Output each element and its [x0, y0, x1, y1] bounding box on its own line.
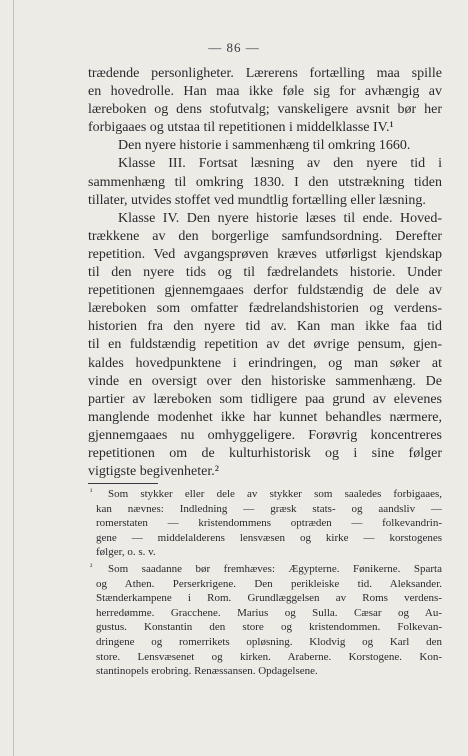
- footnote-line: store. Lensvæsenet og kirken. Araberne. Korstogene. Kon-: [96, 650, 442, 663]
- footnote-separator: [88, 483, 158, 484]
- text-line: repetitionen om de kulturhistorisk og i sine følger: [88, 445, 442, 461]
- footnote-line: Stænderkampene i Rom. Grundlæggelsen av Roms verdens-: [96, 592, 442, 605]
- text-line: kaldes hovedpunktene i erindringen, og man søker at: [88, 355, 442, 371]
- text-line: Klasse III. Fortsat læsning av den nyere tid i: [118, 156, 442, 172]
- footnote: [90, 561, 442, 679]
- text-line: historien fra den nyere tid av. Kan man ikke faa tid: [88, 319, 442, 335]
- footnote-line: Som saadanne bør fremhæves: Ægypterne. Fønikerne. Sparta: [108, 562, 442, 575]
- footnote-line: gustus. Konstantin den store og kristendommen. Folkevan-: [96, 621, 442, 634]
- text-line: til den nyere tids og til fædrelandets historie. Under: [88, 265, 442, 281]
- text-line: trækkene av den borgerlige samfundsordning. Derefter: [88, 228, 442, 244]
- text-line: manglende modenhet ikke har kunnet behandles nærmere,: [88, 409, 442, 425]
- body-text: [88, 65, 442, 481]
- footnote-line: stantinopels erobring. Renæssansen. Opdagelsene.: [96, 665, 318, 678]
- footnote: [90, 487, 442, 560]
- page-number: — 86 —: [208, 40, 260, 55]
- footnote-line: Som stykker eller dele av stykker som saaledes forbigaaes,: [108, 488, 442, 500]
- text-line: læreboken og dens stofutvalg; vanskeligere avsnit bør her: [88, 102, 442, 118]
- footnote-line: gene — middelalderens lensvæsen og kirke — korstogenes: [96, 531, 442, 544]
- footnote-line: følger, o. s. v.: [96, 546, 156, 559]
- text-line: vigtigste begivenheter.²: [88, 464, 219, 480]
- text-line: vinde en oversigt over den historiske sammenhæng. De: [88, 373, 442, 389]
- footnote-line: dringene og romerrikets opløsning. Klodvig og Karl den: [96, 635, 442, 648]
- text-line: forbigaaes og utstaa til repetitionen i middelklasse IV.¹: [88, 120, 394, 136]
- footnote-line: romerstaten — kristendommens optræden — folkevandrin-: [96, 517, 442, 530]
- text-line: læreboken som omfatter fædrelandshistorien og verdens-: [88, 301, 442, 317]
- text-line: partier av læreboken som tidligere paa grund av elevenes: [88, 391, 442, 407]
- text-line: gjennemgaaes nu omhyggeligere. Forøvrig koncentreres: [88, 427, 442, 443]
- text-line: repetition. Ved avgangsprøven kræves utførligst kjendskap: [88, 246, 442, 262]
- footnotes: [90, 487, 442, 681]
- text-line: trædende personligheter. Lærerens fortælling maa spille: [88, 66, 442, 81]
- footnote-line: kan nævnes: Indledning — græsk stats- og aandsliv —: [96, 502, 442, 515]
- text-line: Den nyere historie i sammenhæng til omkring 1660.: [118, 138, 411, 154]
- footnote-marker: ¹: [90, 487, 93, 496]
- footnote-marker: ²: [90, 561, 93, 571]
- footnote-line: herredømme. Gracchene. Marius og Sulla. Cæsar og Au-: [96, 606, 442, 619]
- text-line: en hovedrolle. Han maa ikke føle sig for avhængig av: [88, 84, 442, 100]
- text-line: repetitionen gjennemgaaes derfor fuldstændig de dele av: [88, 283, 442, 299]
- text-line: tillater, utvides stoffet ved mundtlig fortælling eller læsning.: [88, 192, 426, 208]
- text-line: til en fuldstændig repetition av det øvrige pensum, gjen-: [88, 337, 442, 353]
- text-line: Klasse IV. Den nyere historie læses til ende. Hoved-: [118, 210, 442, 226]
- page-edge-line: [13, 0, 14, 756]
- footnote-line: og Athen. Perserkrigene. Den perikleiske tid. Aleksander.: [96, 577, 442, 590]
- text-line: sammenhæng til omkring 1830. I den utstrækning tiden: [88, 174, 442, 190]
